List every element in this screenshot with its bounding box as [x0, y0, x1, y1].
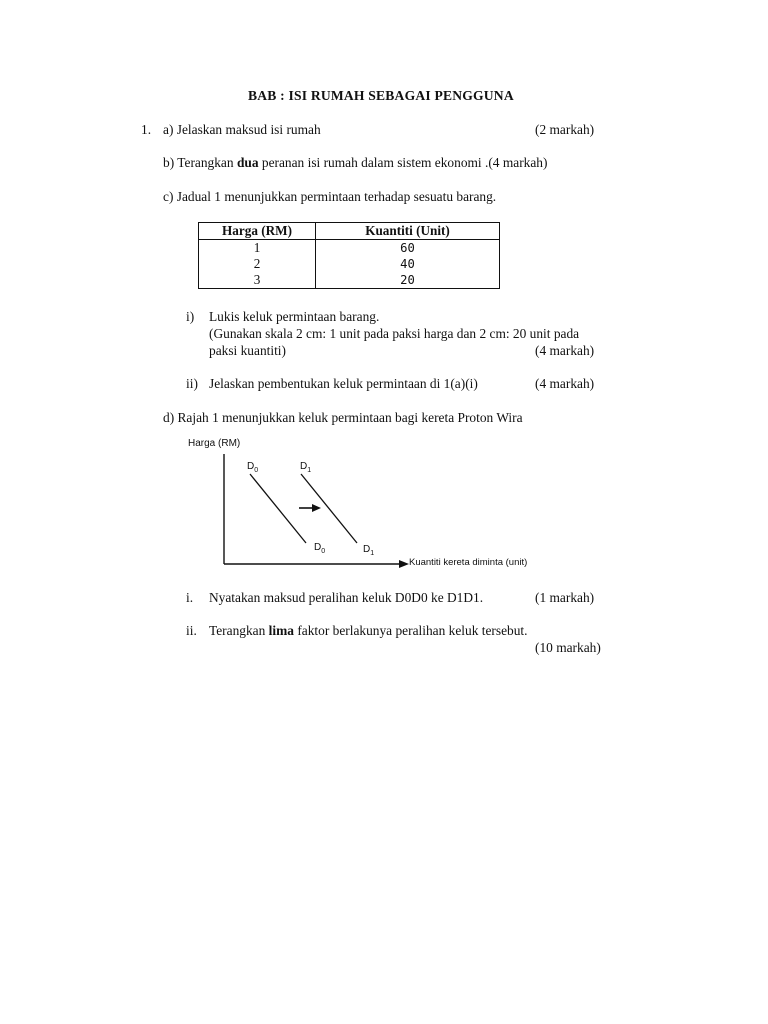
table-cell-price: 1	[199, 240, 316, 257]
d0-bottom-label: $D_0$	[314, 542, 326, 555]
question-1d-i-marks: (1 markah)	[535, 590, 595, 605]
question-1b-pre: b) Terangkan	[163, 155, 237, 170]
question-1c-ii-marks: (4 markah)	[535, 376, 595, 391]
question-1d-ii-post: faktor berlakunya peralihan keluk tersebut.	[293, 623, 528, 638]
question-1d-ii-number: ii.	[186, 623, 197, 638]
table-row	[199, 256, 500, 272]
table-cell-quantity: 20	[316, 272, 500, 289]
question-1c-i-line3: paksi kuantiti)	[209, 343, 286, 358]
question-1a: a) Jelaskan maksud isi rumah	[163, 122, 321, 137]
question-1c-i-line2: (Gunakan skala 2 cm: 1 unit pada paksi harga dan 2 cm: 20 unit pada	[209, 326, 580, 341]
question-1d-i-number: i.	[186, 590, 194, 605]
question-1c: c) Jadual 1 menunjukkan permintaan terhadap sesuatu barang.	[163, 189, 497, 204]
table-row	[199, 240, 500, 257]
demand-curve-d0	[250, 474, 306, 543]
question-1d-ii-bold: lima	[268, 623, 294, 638]
demand-table	[198, 222, 500, 289]
d1-bottom-label: $D_1$	[363, 544, 375, 557]
question-1c-ii-number: ii)	[186, 376, 198, 391]
question-1c-i-line1: Lukis keluk permintaan barang.	[209, 309, 380, 324]
d1-top-label: $D_1$	[300, 461, 312, 474]
table-header-price: Harga (RM)	[199, 223, 316, 240]
table-cell-quantity: 40	[316, 256, 500, 272]
question-1d-ii-marks: (10 markah)	[535, 640, 601, 655]
diagram-x-axis-arrowhead	[399, 560, 409, 568]
demand-shift-diagram	[180, 434, 560, 580]
table-cell-price: 2	[199, 256, 316, 272]
question-1c-ii: Jelaskan pembentukan keluk permintaan di 1(a)(i)	[209, 376, 478, 391]
table-cell-price: 3	[199, 272, 316, 289]
shift-arrow-icon	[312, 504, 321, 512]
table-cell-quantity: 60	[316, 240, 500, 257]
question-1b-post: peranan isi rumah dalam sistem ekonomi .(4 markah)	[258, 155, 548, 170]
question-1d-ii	[209, 623, 527, 639]
diagram-x-axis-label: Kuantiti kereta diminta (unit)	[409, 557, 528, 568]
question-1b-bold: dua	[236, 155, 259, 170]
question-1d: d) Rajah 1 menunjukkan keluk permintaan bagi kereta Proton Wira	[163, 410, 523, 425]
page-title: BAB : ISI RUMAH SEBAGAI PENGGUNA	[248, 88, 514, 103]
question-1c-i-number: i)	[186, 309, 195, 324]
question-1d-i: Nyatakan maksud peralihan keluk D0D0 ke D1D1.	[209, 590, 484, 605]
diagram-y-axis-label: Harga (RM)	[188, 438, 241, 449]
table-row	[199, 272, 500, 289]
question-1a-marks: (2 markah)	[535, 122, 595, 137]
question-1d-ii-pre: Terangkan	[209, 623, 269, 638]
table-header-row	[199, 223, 500, 240]
table-header-quantity: Kuantiti (Unit)	[316, 223, 500, 240]
question-number: 1.	[141, 122, 152, 137]
d0-top-label: $D_0$	[247, 461, 259, 474]
question-1b	[163, 155, 547, 171]
question-1c-i-marks: (4 markah)	[535, 343, 595, 358]
